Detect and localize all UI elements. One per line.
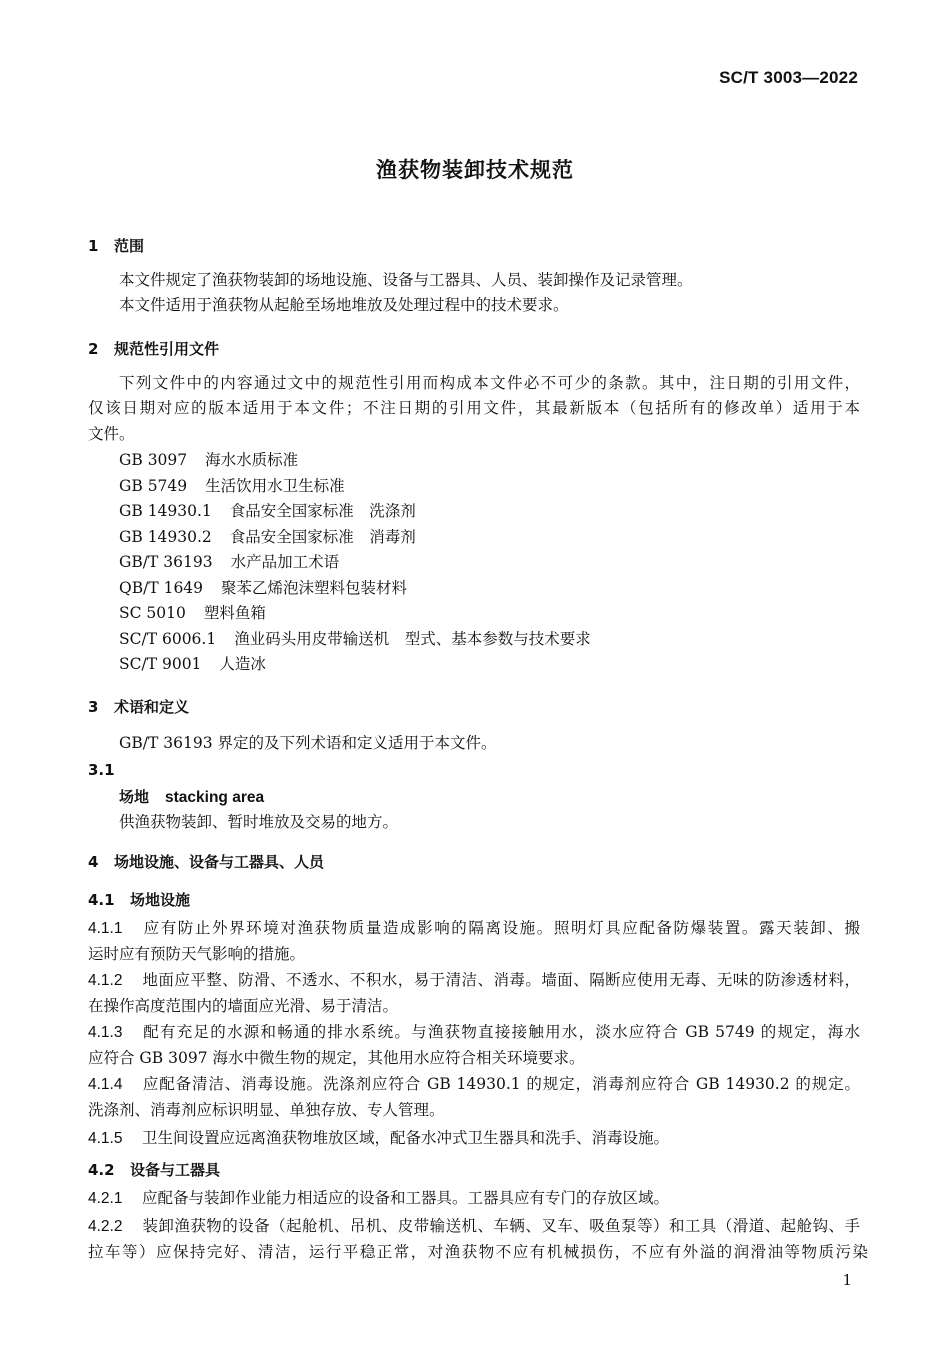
reference-code: GB 14930.2	[119, 528, 212, 546]
reference-item	[119, 552, 339, 572]
subsection-4-1-heading	[88, 890, 190, 910]
section-1-heading	[88, 236, 144, 256]
section-number: 1	[88, 237, 99, 255]
reference-name: 食品安全国家标准 洗涤剂	[229, 502, 416, 520]
page-number: 1	[842, 1271, 852, 1289]
clause-4-1-5	[88, 1128, 669, 1149]
term-definition: 供渔获物装卸、暂时堆放及交易的地方。	[119, 813, 399, 831]
reference-code: QB/T 1649	[119, 579, 204, 597]
paragraph-line: 仅该日期对应的版本适用于本文件；不注日期的引用文件，其最新版本（包括所有的修改单）适用于本	[88, 399, 860, 417]
clause-number: 4.1.5	[88, 1130, 123, 1147]
reference-code: GB 14930.1	[119, 502, 212, 520]
reference-name: 人造冰	[219, 655, 266, 673]
section-title: 规范性引用文件	[114, 340, 220, 358]
subsection-number: 4.2	[88, 1161, 115, 1179]
subsection-4-2-heading	[88, 1160, 220, 1180]
clause-number: 4.2.1	[88, 1190, 123, 1207]
paragraph-line: 下列文件中的内容通过文中的规范性引用而构成本文件必不可少的条款。其中，注日期的引用文件，	[119, 374, 860, 392]
clause-text: 应配备清洁、消毒设施。洗涤剂应符合 GB 14930.1 的规定，消毒剂应符合 GB 14930.2 的规定。	[142, 1075, 860, 1093]
clause-text: 应有防止外界环境对渔获物质量造成影响的隔离设施。照明灯具应配备防爆装置。露天装卸、搬	[142, 919, 860, 937]
clause-number: 4.1.3	[88, 1024, 123, 1041]
reference-name: 聚苯乙烯泡沫塑料包装材料	[221, 579, 408, 597]
clause-4-1-4-line1	[88, 1074, 860, 1095]
clause-text: 装卸渔获物的设备（起舱机、吊机、皮带输送机、车辆、叉车、吸鱼泵等）和工具（滑道、起舱钩、手	[142, 1217, 860, 1235]
reference-name: 生活饮用水卫生标准	[205, 477, 345, 495]
section-title: 场地设施、设备与工器具、人员	[114, 853, 325, 871]
reference-code: SC 5010	[119, 604, 186, 622]
clause-number: 4.1.1	[88, 920, 123, 937]
reference-item	[119, 527, 416, 547]
clause-text: 地面应平整、防滑、不透水、不积水，易于清洁、消毒。墙面、隔断应使用无毒、无味的防渗透材料，	[142, 971, 860, 989]
reference-item	[119, 654, 266, 674]
subsection-title: 设备与工器具	[130, 1161, 221, 1179]
section-title: 术语和定义	[114, 698, 190, 716]
reference-name: 食品安全国家标准 消毒剂	[229, 528, 416, 546]
standard-number: SC/T 3003—2022	[719, 68, 858, 87]
subsection-number: 4.1	[88, 891, 115, 909]
clause-4-1-1-line1	[88, 918, 860, 939]
clause-4-1-3-line2: 应符合 GB 3097 海水中微生物的规定，其他用水应符合相关环境要求。	[88, 1049, 585, 1067]
paragraph: 本文件适用于渔获物从起舱至场地堆放及处理过程中的技术要求。	[119, 296, 569, 314]
clause-4-1-4-line2: 洗涤剂、消毒剂应标识明显、单独存放、专人管理。	[88, 1101, 445, 1119]
subsection-title: 场地设施	[130, 891, 191, 909]
clause-4-2-2-line1	[88, 1216, 860, 1237]
section-number: 4	[88, 853, 99, 871]
clause-number: 4.1.2	[88, 972, 123, 989]
reference-name: 渔业码头用皮带输送机 型式、基本参数与技术要求	[234, 630, 591, 648]
reference-name: 水产品加工术语	[230, 553, 340, 571]
reference-code: GB 5749	[119, 477, 188, 495]
clause-4-1-1-line2: 运时应有预防天气影响的措施。	[88, 945, 306, 963]
reference-item	[119, 603, 266, 623]
paragraph: 本文件规定了渔获物装卸的场地设施、设备与工器具、人员、装卸操作及记录管理。	[119, 271, 693, 289]
term-entry	[119, 787, 264, 808]
clause-4-1-3-line1	[88, 1022, 860, 1043]
reference-item	[119, 501, 416, 521]
clause-4-2-2-line2: 拉车等）应保持完好、清洁，运行平稳正常，对渔获物不应有机械损伤，不应有外溢的润滑油等物质污染	[88, 1243, 868, 1261]
clause-4-1-2-line1	[88, 970, 860, 991]
clause-4-2-1	[88, 1188, 669, 1209]
term-number: 3.1	[88, 761, 115, 779]
reference-item	[119, 629, 591, 649]
section-number: 3	[88, 698, 99, 716]
reference-name: 塑料鱼箱	[203, 604, 266, 622]
clause-text: 配有充足的水源和畅通的排水系统。与渔获物直接接触用水，淡水应符合 GB 5749 的规定，海水	[142, 1023, 860, 1041]
section-number: 2	[88, 340, 99, 358]
reference-code: SC/T 6006.1	[119, 630, 217, 648]
document-title: 渔获物装卸技术规范	[376, 158, 574, 182]
clause-text: 应配备与装卸作业能力相适应的设备和工器具。工器具应有专门的存放区域。	[142, 1189, 670, 1207]
section-3-heading	[88, 697, 189, 717]
clause-text: 卫生间设置应远离渔获物堆放区域，配备水冲式卫生器具和洗手、消毒设施。	[142, 1129, 670, 1147]
reference-item	[119, 450, 298, 470]
term-zh: 场地	[119, 788, 150, 806]
clause-4-1-2-line2: 在操作高度范围内的墙面应光滑、易于清洁。	[88, 997, 399, 1015]
reference-code: GB/T 36193	[119, 553, 213, 571]
reference-item	[119, 578, 407, 598]
reference-code: GB 3097	[119, 451, 188, 469]
section-title: 范围	[114, 237, 145, 255]
reference-code: SC/T 9001	[119, 655, 202, 673]
section-2-heading	[88, 339, 219, 359]
paragraph: GB/T 36193 界定的及下列术语和定义适用于本文件。	[119, 734, 497, 752]
section-4-heading	[88, 852, 324, 872]
reference-name: 海水水质标准	[205, 451, 299, 469]
clause-number: 4.2.2	[88, 1218, 123, 1235]
paragraph-line: 文件。	[88, 425, 135, 443]
reference-item	[119, 476, 345, 496]
term-en: stacking area	[165, 789, 265, 806]
clause-number: 4.1.4	[88, 1076, 123, 1093]
